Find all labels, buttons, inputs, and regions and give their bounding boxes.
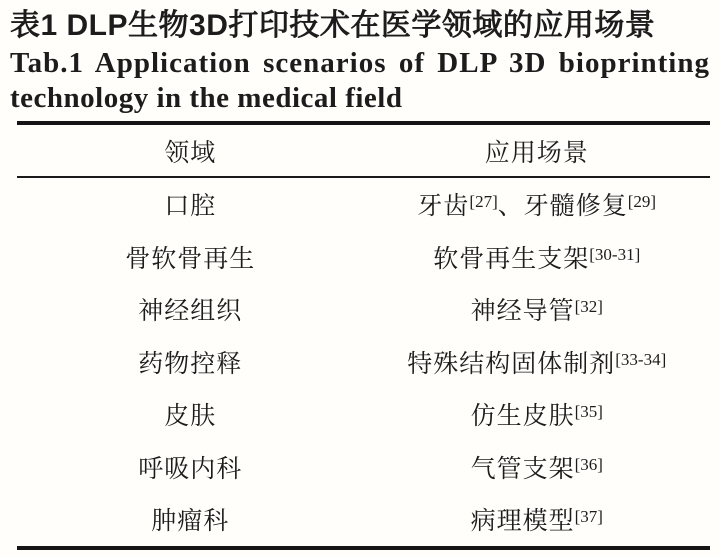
field-cell: 肿瘤科 xyxy=(151,508,230,536)
application-text: 仿生皮肤 xyxy=(470,403,575,431)
application-text: 气管支架 xyxy=(470,455,575,483)
table-row xyxy=(17,336,710,389)
table-header-row xyxy=(17,125,710,178)
application-text: 牙齿 xyxy=(417,193,470,221)
field-cell: 皮肤 xyxy=(164,403,217,431)
field-cell: 呼吸内科 xyxy=(138,455,243,483)
table-caption xyxy=(0,0,721,115)
table-row xyxy=(17,493,710,546)
application-cell: 特殊结构固体制剂 [33-34] xyxy=(364,336,711,389)
application-scenarios-table xyxy=(17,121,710,550)
table-caption-en-line2: technology in the medical field xyxy=(10,82,403,114)
table-body xyxy=(17,178,710,546)
application-text: 牙髓修复 xyxy=(523,193,628,221)
table-row xyxy=(17,388,710,441)
table-row xyxy=(17,178,710,231)
application-cell: 牙齿 [27] 、 牙髓修复 [29] xyxy=(364,178,711,231)
field-cell: 药物控释 xyxy=(138,350,243,378)
application-text: 特殊结构固体制剂 xyxy=(407,350,616,378)
table-row xyxy=(17,283,710,336)
application-cell: 病理模型 [37] xyxy=(364,493,711,546)
column-header-application: 应用场景 xyxy=(484,139,589,167)
application-text: 、 xyxy=(497,193,524,221)
column-header-field: 领域 xyxy=(164,139,217,167)
table-caption-zh: 表1 DLP生物3D打印技术在医学领域的应用场景 xyxy=(10,9,656,42)
table-row xyxy=(17,441,710,494)
application-cell: 气管支架 [36] xyxy=(364,441,711,494)
table-caption-en-line1: Tab.1 Application scenarios of DLP 3D bioprinting xyxy=(10,47,710,79)
field-cell: 口腔 xyxy=(164,193,217,221)
field-cell: 骨软骨再生 xyxy=(125,245,256,273)
application-text: 病理模型 xyxy=(470,508,575,536)
application-cell: 仿生皮肤 [35] xyxy=(364,388,711,441)
application-text: 神经导管 xyxy=(470,298,575,326)
table-row xyxy=(17,231,710,284)
application-cell: 软骨再生支架 [30-31] xyxy=(364,231,711,284)
field-cell: 神经组织 xyxy=(138,298,243,326)
application-cell: 神经导管 [32] xyxy=(364,283,711,336)
application-text: 软骨再生支架 xyxy=(433,245,590,273)
